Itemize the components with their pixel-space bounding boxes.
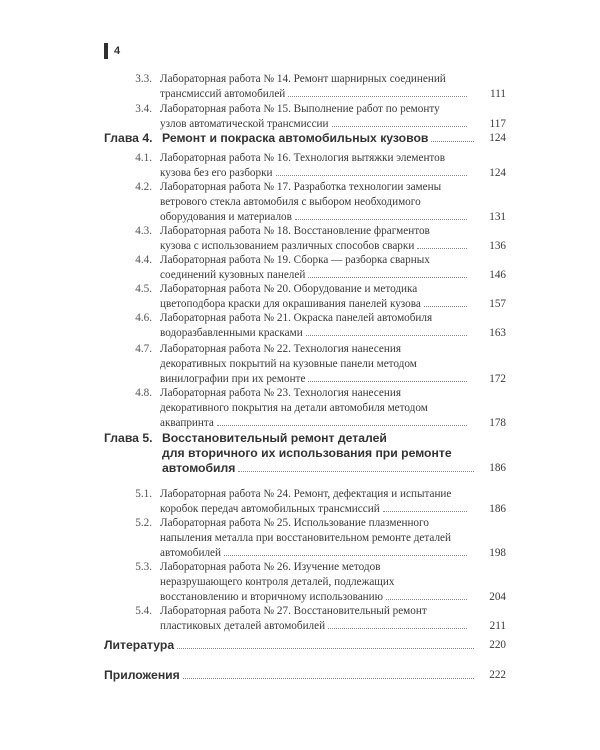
entry-title bbox=[160, 180, 470, 225]
section-number: 4.8. bbox=[135, 387, 152, 399]
entry-title-line: Лабораторная работа № 22. Технология нанесения bbox=[160, 343, 401, 355]
dot-leader bbox=[308, 380, 467, 382]
entry-title-line: винилографии при их ремонте bbox=[160, 373, 306, 385]
section-number: 4.3. bbox=[135, 225, 152, 237]
entry-title-last-line bbox=[160, 87, 470, 102]
entry-title-last-line bbox=[160, 210, 470, 225]
entry-title-line: Лабораторная работа № 20. Оборудование и методика bbox=[160, 283, 418, 295]
entry-title-line: Лабораторная работа № 21. Окраска панелей автомобиля bbox=[160, 312, 433, 324]
section-number: 5.4. bbox=[135, 605, 152, 617]
entry-title-last-line bbox=[160, 268, 470, 283]
section-number: 5.2. bbox=[135, 517, 152, 529]
chapter-title-line: автомобиля bbox=[162, 461, 236, 475]
entry-title-last-line bbox=[160, 297, 470, 312]
page-ref: 198 bbox=[489, 547, 506, 559]
section-number: 4.7. bbox=[135, 343, 152, 355]
entry-title bbox=[160, 72, 470, 102]
entry-title-last-line bbox=[160, 416, 470, 431]
chapter-title-last-line bbox=[162, 461, 477, 476]
entry-title-last-line bbox=[160, 239, 470, 254]
entry-title-line: Лабораторная работа № 25. Использование плазменного bbox=[160, 517, 429, 529]
page-ref: 204 bbox=[489, 591, 506, 603]
dot-leader bbox=[424, 305, 467, 307]
entry-title-line: Лабораторная работа № 15. Выполнение работ по ремонту bbox=[160, 103, 440, 115]
chapter-title-line: для вторичного их использования при ремонте bbox=[162, 446, 452, 460]
chapter-label: Глава 4. bbox=[104, 131, 153, 145]
entry-title-last-line bbox=[160, 372, 470, 387]
dot-leader bbox=[224, 554, 467, 556]
chapter-title bbox=[162, 131, 477, 146]
entry-title-last-line bbox=[160, 502, 470, 517]
entry-title-line: Лабораторная работа № 24. Ремонт, дефектация и испытание bbox=[160, 488, 452, 500]
dot-leader bbox=[383, 510, 467, 512]
entry-title-last-line bbox=[160, 326, 470, 341]
dot-leader bbox=[238, 470, 474, 472]
dot-leader bbox=[217, 424, 467, 426]
entry-title-line: кузова с использованием различных способов сварки bbox=[160, 240, 415, 252]
entry-title-line: ветрового стекла автомобиля с выбором необходимого bbox=[160, 196, 421, 208]
entry-title-line: Лабораторная работа № 17. Разработка технологии замены bbox=[160, 181, 442, 193]
section-number: 3.4. bbox=[135, 103, 152, 115]
entry-title-line: Лабораторная работа № 18. Восстановление фрагментов bbox=[160, 225, 430, 237]
entry-title-line: напыления металла при восстановительном ремонте деталей bbox=[160, 532, 451, 544]
chapter-title-line: Восстановительный ремонт деталей bbox=[162, 431, 387, 445]
dot-leader bbox=[332, 125, 467, 127]
entry-title-last-line bbox=[160, 619, 470, 634]
page-ref: 172 bbox=[489, 373, 506, 385]
entry-title-line: неразрушающего контроля деталей, подлежащих bbox=[160, 576, 395, 588]
dot-leader bbox=[306, 334, 467, 336]
entry-title-line: кузова без его разборки bbox=[160, 167, 273, 179]
backmatter-title-text: Приложения bbox=[104, 668, 180, 682]
entry-title-line: Лабораторная работа № 19. Сборка — разборка сварных bbox=[160, 254, 430, 266]
entry-title-line: декоративных покрытий на кузовные панели методом bbox=[160, 358, 417, 370]
entry-title bbox=[160, 604, 470, 634]
dot-leader bbox=[386, 598, 467, 600]
dot-leader bbox=[177, 647, 474, 649]
entry-title-last-line bbox=[160, 546, 470, 561]
entry-title-line: Лабораторная работа № 16. Технология вытяжки элементов bbox=[160, 152, 446, 164]
section-number: 4.4. bbox=[135, 254, 152, 266]
section-number: 4.1. bbox=[135, 152, 152, 164]
entry-title-line: Лабораторная работа № 23. Технология нанесения bbox=[160, 387, 401, 399]
entry-title-line: декоративного покрытия на детали автомобиля методом bbox=[160, 402, 428, 414]
entry-title bbox=[160, 253, 470, 283]
entry-title-line: пластиковых деталей автомобилей bbox=[160, 620, 326, 632]
dot-leader bbox=[295, 218, 467, 220]
entry-title bbox=[160, 151, 470, 181]
entry-title-last-line bbox=[160, 590, 470, 605]
page-ref: 117 bbox=[489, 118, 506, 130]
section-number: 4.2. bbox=[135, 181, 152, 193]
page-ref: 220 bbox=[489, 639, 506, 651]
section-number: 4.6. bbox=[135, 312, 152, 324]
page-ref: 124 bbox=[489, 132, 506, 144]
entry-title bbox=[160, 342, 470, 387]
entry-title-line: трансмиссий автомобилей bbox=[160, 88, 286, 100]
dot-leader bbox=[308, 276, 467, 278]
entry-title bbox=[160, 224, 470, 254]
entry-title-line: цветоподбора краски для окрашивания панелей кузова bbox=[160, 298, 421, 310]
entry-title-last-line bbox=[160, 117, 470, 132]
backmatter-title bbox=[104, 668, 477, 683]
page-ref: 222 bbox=[489, 669, 506, 681]
entry-title bbox=[160, 516, 470, 561]
dot-leader bbox=[183, 677, 474, 679]
page-ref: 163 bbox=[489, 327, 506, 339]
page-ref: 136 bbox=[489, 240, 506, 252]
section-number: 4.5. bbox=[135, 283, 152, 295]
chapter-title bbox=[162, 431, 477, 476]
page-number: 4 bbox=[114, 45, 121, 57]
page-ref: 211 bbox=[489, 620, 506, 632]
entry-title bbox=[160, 102, 470, 132]
entry-title-line: соединений кузовных панелей bbox=[160, 269, 306, 281]
entry-title-line: аквапринта bbox=[160, 417, 214, 429]
chapter-title-last-line bbox=[162, 131, 477, 146]
entry-title bbox=[160, 487, 470, 517]
page-ref: 178 bbox=[489, 417, 506, 429]
entry-title-line: автомобилей bbox=[160, 547, 221, 559]
entry-title-line: узлов автоматической трансмиссии bbox=[160, 118, 329, 130]
chapter-label: Глава 5. bbox=[104, 431, 153, 445]
backmatter-title bbox=[104, 638, 477, 653]
page-ref: 146 bbox=[489, 269, 506, 281]
page-ref: 186 bbox=[489, 462, 506, 474]
entry-title bbox=[160, 282, 470, 312]
page-ref: 131 bbox=[489, 211, 506, 223]
dot-leader bbox=[288, 95, 467, 97]
chapter-title-line: Ремонт и покраска автомобильных кузовов bbox=[162, 131, 429, 145]
entry-title-line: восстановлению и вторичному использованию bbox=[160, 591, 384, 603]
entry-title-line: коробок передач автомобильных трансмиссий bbox=[160, 503, 380, 515]
entry-title-line: водоразбавленными красками bbox=[160, 327, 303, 339]
section-number: 5.3. bbox=[135, 561, 152, 573]
entry-title-last-line bbox=[160, 166, 470, 181]
section-number: 5.1. bbox=[135, 488, 152, 500]
entry-title bbox=[160, 560, 470, 605]
entry-title bbox=[160, 386, 470, 431]
backmatter-title-text: Литература bbox=[104, 638, 175, 652]
page-ref: 186 bbox=[489, 503, 506, 515]
dot-leader bbox=[328, 627, 467, 629]
entry-title-line: Лабораторная работа № 14. Ремонт шарнирных соединений bbox=[160, 73, 446, 85]
entry-title-line: оборудования и материалов bbox=[160, 211, 292, 223]
page-ref: 157 bbox=[489, 298, 506, 310]
section-number: 3.3. bbox=[135, 73, 152, 85]
page-ref: 124 bbox=[489, 167, 506, 179]
entry-title bbox=[160, 311, 470, 341]
entry-title-line: Лабораторная работа № 27. Восстановительный ремонт bbox=[160, 605, 427, 617]
page-ref: 111 bbox=[490, 88, 506, 100]
entry-title-line: Лабораторная работа № 26. Изучение методов bbox=[160, 561, 381, 573]
dot-leader bbox=[417, 247, 467, 249]
dot-leader bbox=[431, 140, 474, 142]
dot-leader bbox=[276, 174, 467, 176]
